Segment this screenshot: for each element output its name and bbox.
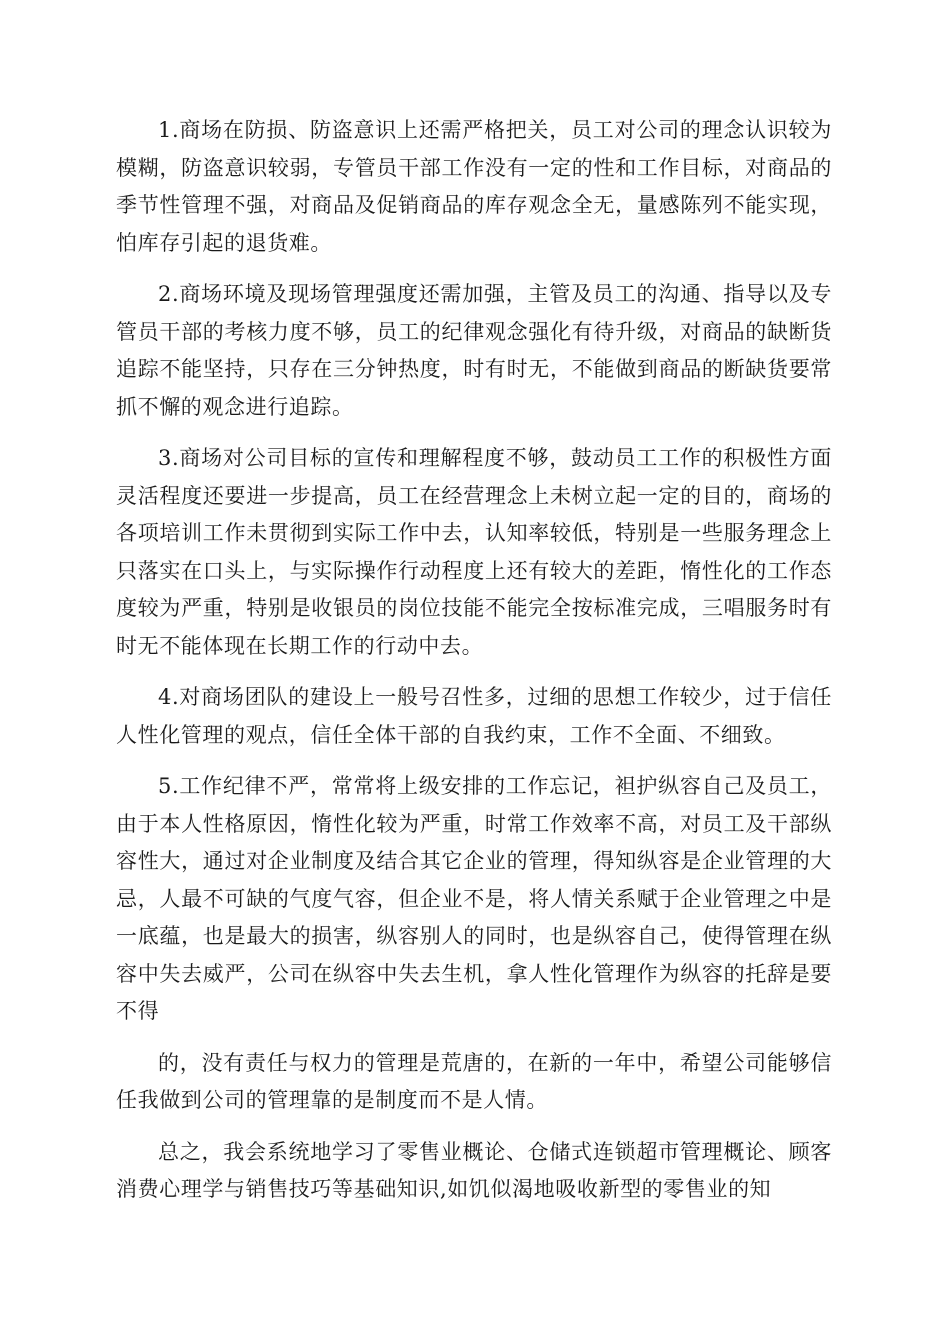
paragraph-3: 3.商场对公司目标的宣传和理解程度不够，鼓动员工工作的积极性方面灵活程度还要进一步提高，员工在经营理念上未树立起一定的目的，商场的各项培训工作未贯彻到实际工作中去，认知率较低，特别是一些服务理念上只落实在口头上，与实际操作行动程度上还有较大的差距，惰性化的工作态度较为严重，特别是收银员的岗位技能不能完全按标准完成，三唱服务时有时无不能体现在长期工作的行动中去。 xyxy=(116,446,832,658)
document-page xyxy=(116,112,832,1223)
paragraph-summary: 总之，我会系统地学习了零售业概论、仓储式连锁超市管理概论、顾客消费心理学与销售技巧等基础知识,如饥似渴地吸收新型的零售业的知 xyxy=(116,1139,832,1201)
paragraph-5: 5.工作纪律不严，常常将上级安排的工作忘记，袒护纵容自己及员工，由于本人性格原因，惰性化较为严重，时常工作效率不高，对员工及干部纵容性大，通过对企业制度及结合其它企业的管理，得知纵容是企业管理的大忌，人最不可缺的气度气容，但企业不是，将人情关系赋于企业管理之中是一底蕴，也是最大的损害，纵容别人的同时，也是纵容自己，使得管理在纵容中失去威严，公司在纵容中失去生机，拿人性化管理作为纵容的托辞是要不得 xyxy=(116,774,832,1023)
paragraph-4: 4.对商场团队的建设上一般号召性多，过细的思想工作较少，过于信任人性化管理的观点，信任全体干部的自我约束，工作不全面、不细致。 xyxy=(116,685,832,747)
paragraph-5-continuation: 的，没有责任与权力的管理是荒唐的，在新的一年中，希望公司能够信任我做到公司的管理靠的是制度而不是人情。 xyxy=(116,1050,832,1112)
paragraph-2: 2.商场环境及现场管理强度还需加强，主管及员工的沟通、指导以及专管员干部的考核力度不够，员工的纪律观念强化有待升级，对商品的缺断货追踪不能坚持，只存在三分钟热度，时有时无，不能做到商品的断缺货要常抓不懈的观念进行追踪。 xyxy=(116,282,832,419)
paragraph-1: 1.商场在防损、防盗意识上还需严格把关，员工对公司的理念认识较为模糊，防盗意识较弱，专管员干部工作没有一定的性和工作目标，对商品的季节性管理不强，对商品及促销商品的库存观念全无，量感陈列不能实现，怕库存引起的退货难。 xyxy=(116,118,832,255)
